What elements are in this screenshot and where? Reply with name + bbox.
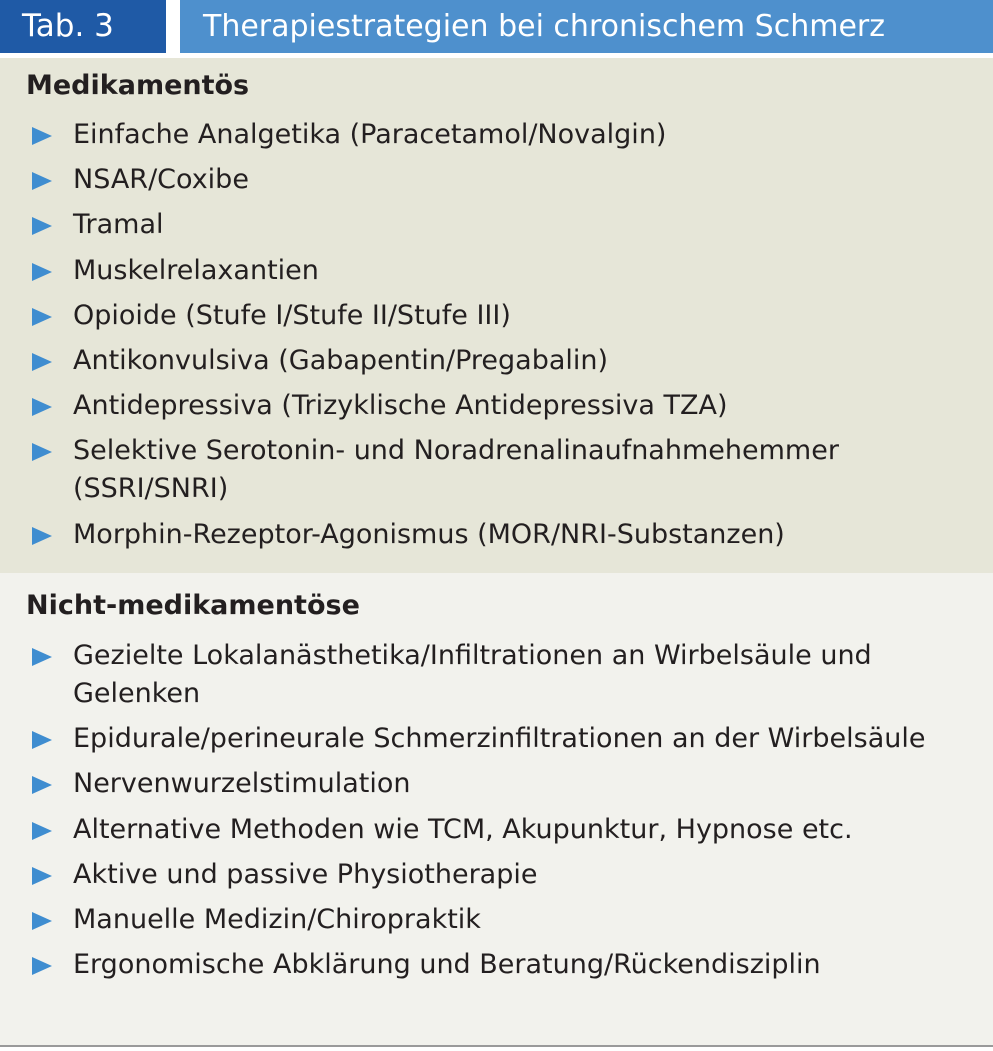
list-item-text: Gezielte Lokalanästhetika/Infiltrationen an Wirbelsäule und Gelenken (73, 640, 872, 709)
list-item-text: Epidurale/perineurale Schmerzinfiltrationen an der Wirbelsäule (73, 723, 926, 755)
list-item (0, 637, 963, 713)
triangle-right-icon (32, 731, 52, 749)
bottom-rule (0, 1045, 993, 1047)
triangle-right-icon (32, 308, 52, 326)
table-header (0, 0, 993, 53)
list-item (0, 161, 963, 199)
list-item-text: Aktive und passive Physiotherapie (73, 858, 538, 890)
triangle-right-icon (32, 398, 52, 416)
list-item-text: NSAR/Coxibe (73, 164, 249, 196)
triangle-right-icon (32, 776, 52, 794)
list-item (0, 720, 963, 758)
item-list (0, 637, 993, 991)
list-item (0, 432, 963, 508)
list-item (0, 297, 963, 335)
list-item (0, 252, 963, 290)
section-medikamentoes (0, 58, 993, 573)
section-nicht-medikamentoes (0, 573, 993, 1046)
triangle-right-icon (32, 957, 52, 975)
triangle-right-icon (32, 127, 52, 145)
list-item (0, 116, 963, 154)
list-item (0, 342, 963, 380)
list-item-text: Selektive Serotonin- und Noradrenalinaufnahmehemmer (SSRI/SNRI) (73, 435, 839, 505)
list-item (0, 765, 963, 803)
list-item (0, 856, 963, 894)
item-list (0, 116, 993, 561)
triangle-right-icon (32, 867, 52, 885)
triangle-right-icon (32, 648, 52, 666)
list-item-text: Tramal (73, 209, 164, 241)
list-item-text: Antikonvulsiva (Gabapentin/Pregabalin) (73, 344, 609, 376)
table-number-label: Tab. 3 (0, 0, 166, 53)
list-item (0, 946, 963, 984)
list-item-text: Muskelrelaxantien (73, 254, 319, 286)
list-item (0, 901, 963, 939)
list-item-text: Opioide (Stufe I/Stufe II/Stufe III) (73, 299, 511, 331)
triangle-right-icon (32, 527, 52, 545)
list-item-text: Einfache Analgetika (Paracetamol/Novalgin) (73, 119, 667, 150)
list-item (0, 811, 963, 849)
list-item (0, 387, 963, 425)
list-item (0, 206, 963, 244)
list-item-text: Morphin-Rezeptor-Agonismus (MOR/NRI-Substanzen) (73, 518, 785, 550)
section-heading: Nicht-medikamentöse (26, 590, 360, 621)
list-item-text: Alternative Methoden wie TCM, Akupunktur, Hypnose etc. (73, 813, 853, 845)
triangle-right-icon (32, 263, 52, 281)
list-item-text: Nervenwurzelstimulation (73, 768, 411, 800)
triangle-right-icon (32, 822, 52, 840)
list-item-text: Manuelle Medizin/Chiropraktik (73, 903, 481, 935)
triangle-right-icon (32, 443, 52, 461)
section-heading: Medikamentös (26, 70, 250, 101)
triangle-right-icon (32, 217, 52, 235)
list-item-text: Ergonomische Abklärung und Beratung/Rückendisziplin (73, 949, 821, 981)
list-item (0, 516, 963, 554)
list-item-text: Antidepressiva (Trizyklische Antidepressiva TZA) (73, 390, 728, 422)
triangle-right-icon (32, 353, 52, 371)
triangle-right-icon (32, 172, 52, 190)
triangle-right-icon (32, 912, 52, 930)
table-title: Therapiestrategien bei chronischem Schmerz (180, 0, 993, 53)
